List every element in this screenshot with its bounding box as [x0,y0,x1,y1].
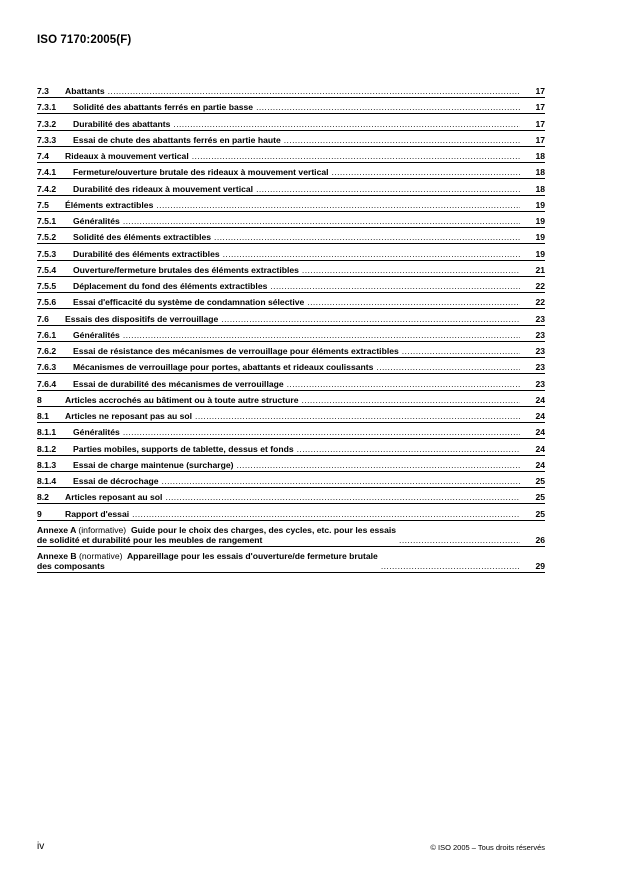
toc-leader-dots [284,135,520,145]
toc-section-title: Parties mobiles, supports de tablette, dessus et fonds [73,443,294,454]
annex-type: (informative) [78,524,127,535]
toc-leader-dots [236,460,520,470]
toc-section-number: 8.2 [37,492,49,503]
toc-page-number: 23 [535,378,545,389]
annex-type: (normative) [79,551,123,561]
toc-page-number: 22 [535,297,545,308]
toc-page-number: 25 [535,492,545,503]
toc-entry[interactable] [37,377,545,391]
toc-leader-dots [307,297,520,307]
toc-section-number: 8.1.1 [37,427,57,438]
toc-entry[interactable] [37,263,545,277]
toc-section-title: Articles accrochés au bâtiment ou à toute autre structure [65,394,299,405]
toc-section-number: 7.6.1 [37,329,57,340]
toc-entry[interactable] [37,133,545,147]
toc-page-number: 24 [535,427,545,438]
toc-entry[interactable] [37,230,545,244]
toc-section-title: Articles reposant au sol [65,492,163,503]
annex-label: Annexe B [37,551,77,561]
toc-entry[interactable] [37,165,545,179]
table-of-contents [37,84,545,575]
toc-section-number: 7.6.4 [37,378,57,389]
annex-label: Annexe A [37,524,76,535]
toc-page-number: 22 [535,281,545,291]
toc-page-number: 18 [535,151,545,161]
toc-entry[interactable] [37,117,545,131]
toc-leader-dots [402,346,520,356]
toc-page-number: 19 [535,199,545,210]
toc-entry[interactable] [37,198,545,212]
toc-section-title: Essai d'efficacité du système de condamnation sélective [73,297,305,308]
toc-leader-dots [123,330,520,340]
annex-title-line1: Guide pour le choix des charges, des cycles, etc. pour les essais [130,524,397,535]
toc-page-number: 17 [535,118,545,129]
annex-title-line1: Appareillage pour les essais d'ouverture/de fermeture brutale [126,551,378,561]
annex-title-line2: des composants [37,561,105,571]
toc-leader-dots [287,379,520,389]
toc-entry[interactable] [37,279,545,293]
toc-leader-dots [108,86,520,96]
toc-page-number: 21 [535,264,545,275]
toc-entry[interactable] [37,247,545,261]
toc-entry[interactable] [37,149,545,163]
toc-section-number: 7.5.3 [37,248,57,259]
toc-section-title: Essai de chute des abattants ferrés en partie haute [73,134,281,145]
toc-page-number: 23 [535,329,545,340]
toc-section-number: 8.1.4 [37,476,57,486]
toc-leader-dots [381,561,520,571]
toc-section-title: Abattants [65,86,105,96]
toc-page-number: 19 [535,232,545,243]
toc-section-title: Ouverture/fermeture brutales des éléments extractibles [73,264,299,275]
toc-entry[interactable] [37,474,545,488]
toc-leader-dots [221,314,520,324]
toc-section-number: 7.6 [37,313,49,324]
toc-leader-dots [297,444,520,454]
toc-leader-dots [123,427,520,437]
toc-leader-dots [162,476,520,486]
toc-page-number: 25 [535,476,545,486]
toc-leader-dots [165,492,520,502]
toc-section-number: 8.1.3 [37,459,57,470]
toc-leader-dots [223,249,520,259]
toc-page-number: 24 [535,394,545,405]
toc-page-number: 19 [535,248,545,259]
toc-leader-dots [195,411,520,421]
toc-section-title: Rideaux à mouvement vertical [65,151,189,161]
toc-section-number: 8.1.2 [37,443,57,454]
toc-section-number: 9 [37,508,42,519]
toc-page-number: 19 [535,216,545,226]
toc-entry[interactable] [37,393,545,407]
toc-entry[interactable] [37,360,545,374]
toc-section-number: 8 [37,394,42,405]
toc-section-number: 7.4.2 [37,183,57,194]
toc-section-number: 7.5.2 [37,232,57,243]
toc-entry[interactable] [37,458,545,472]
toc-section-title: Essai de charge maintenue (surcharge) [73,459,234,470]
toc-entry[interactable] [37,507,545,521]
footer-page-number: iv [37,841,45,852]
toc-entry[interactable] [37,84,545,98]
toc-leader-dots [132,509,520,519]
footer-copyright: © ISO 2005 – Tous droits réservés [430,843,545,852]
toc-section-number: 7.5.4 [37,264,57,275]
toc-page-number: 24 [535,411,545,421]
toc-leader-dots [123,216,520,226]
toc-entry[interactable] [37,182,545,196]
toc-entry[interactable] [37,442,545,456]
toc-page-number: 24 [535,443,545,454]
toc-page-number: 23 [535,346,545,356]
toc-page-number: 17 [535,102,545,113]
toc-section-title: Durabilité des rideaux à mouvement vertical [73,183,254,194]
toc-section-title: Essai de durabilité des mécanismes de verrouillage [73,378,284,389]
annex-title-line2: de solidité et durabilité pour les meubles de rangement [37,534,263,545]
toc-section-number: 7.4 [37,151,49,161]
toc-leader-dots [270,281,520,291]
toc-leader-dots [302,395,520,405]
toc-leader-dots [156,200,520,210]
toc-page-number: 24 [535,459,545,470]
toc-section-title: Mécanismes de verrouillage pour portes, abattants et rideaux coulissants [73,362,374,373]
toc-section-title: Déplacement du fond des éléments extractibles [73,281,268,291]
toc-page-number: 26 [535,534,545,545]
toc-section-title: Solidité des abattants ferrés en partie basse [73,102,254,113]
toc-entry[interactable] [37,312,545,326]
toc-page-number: 18 [535,183,545,194]
toc-section-title: Essai de résistance des mécanismes de verrouillage pour éléments extractibles [73,346,399,356]
toc-section-title: Essais des dispositifs de verrouillage [65,313,219,324]
toc-leader-dots [214,232,520,242]
document-id-header: ISO 7170:2005(F) [37,34,132,46]
toc-section-number: 7.5 [37,199,49,210]
toc-section-number: 7.5.1 [37,216,57,226]
toc-entry[interactable] [37,214,545,228]
toc-leader-dots [376,362,520,372]
toc-section-number: 7.5.5 [37,281,57,291]
toc-section-number: 7.4.1 [37,167,57,178]
toc-section-title: Articles ne reposant pas au sol [65,411,193,421]
toc-entry[interactable] [37,295,545,309]
toc-section-title: Éléments extractibles [65,199,154,210]
toc-page-number: 23 [535,313,545,324]
toc-page-number: 29 [535,561,545,571]
toc-leader-dots [173,119,520,129]
toc-section-title: Durabilité des abattants [73,118,171,129]
toc-page-number: 25 [535,508,545,519]
toc-entry[interactable] [37,328,545,342]
toc-page-number: 17 [535,86,545,96]
toc-leader-dots [399,535,520,545]
toc-section-number: 7.3.1 [37,102,57,113]
toc-entry[interactable] [37,409,545,423]
toc-section-number: 7.5.6 [37,297,57,308]
toc-leader-dots [192,151,520,161]
toc-entry[interactable] [37,100,545,114]
toc-section-title: Généralités [73,216,120,226]
toc-section-title: Durabilité des éléments extractibles [73,248,220,259]
toc-page-number: 17 [535,134,545,145]
toc-section-title: Généralités [73,427,120,438]
toc-section-number: 7.3.2 [37,118,57,129]
toc-entry[interactable] [37,425,545,439]
toc-section-title: Solidité des éléments extractibles [73,232,212,243]
toc-page-number: 18 [535,167,545,178]
toc-page-number: 23 [535,362,545,373]
toc-section-title: Essai de décrochage [73,476,159,486]
toc-leader-dots [256,184,520,194]
toc-section-number: 7.3.3 [37,134,57,145]
toc-section-title: Généralités [73,329,120,340]
toc-annex-a[interactable] [37,523,545,547]
toc-entry[interactable] [37,344,545,358]
toc-leader-dots [302,265,520,275]
toc-annex-b[interactable] [37,549,545,573]
toc-section-number: 8.1 [37,411,49,421]
toc-section-number: 7.3 [37,86,49,96]
toc-section-title: Fermeture/ouverture brutale des rideaux à mouvement vertical [73,167,329,178]
toc-section-number: 7.6.3 [37,362,57,373]
toc-leader-dots [332,167,520,177]
toc-leader-dots [256,102,520,112]
toc-section-number: 7.6.2 [37,346,57,356]
toc-entry[interactable] [37,490,545,504]
toc-section-title: Rapport d'essai [65,508,130,519]
